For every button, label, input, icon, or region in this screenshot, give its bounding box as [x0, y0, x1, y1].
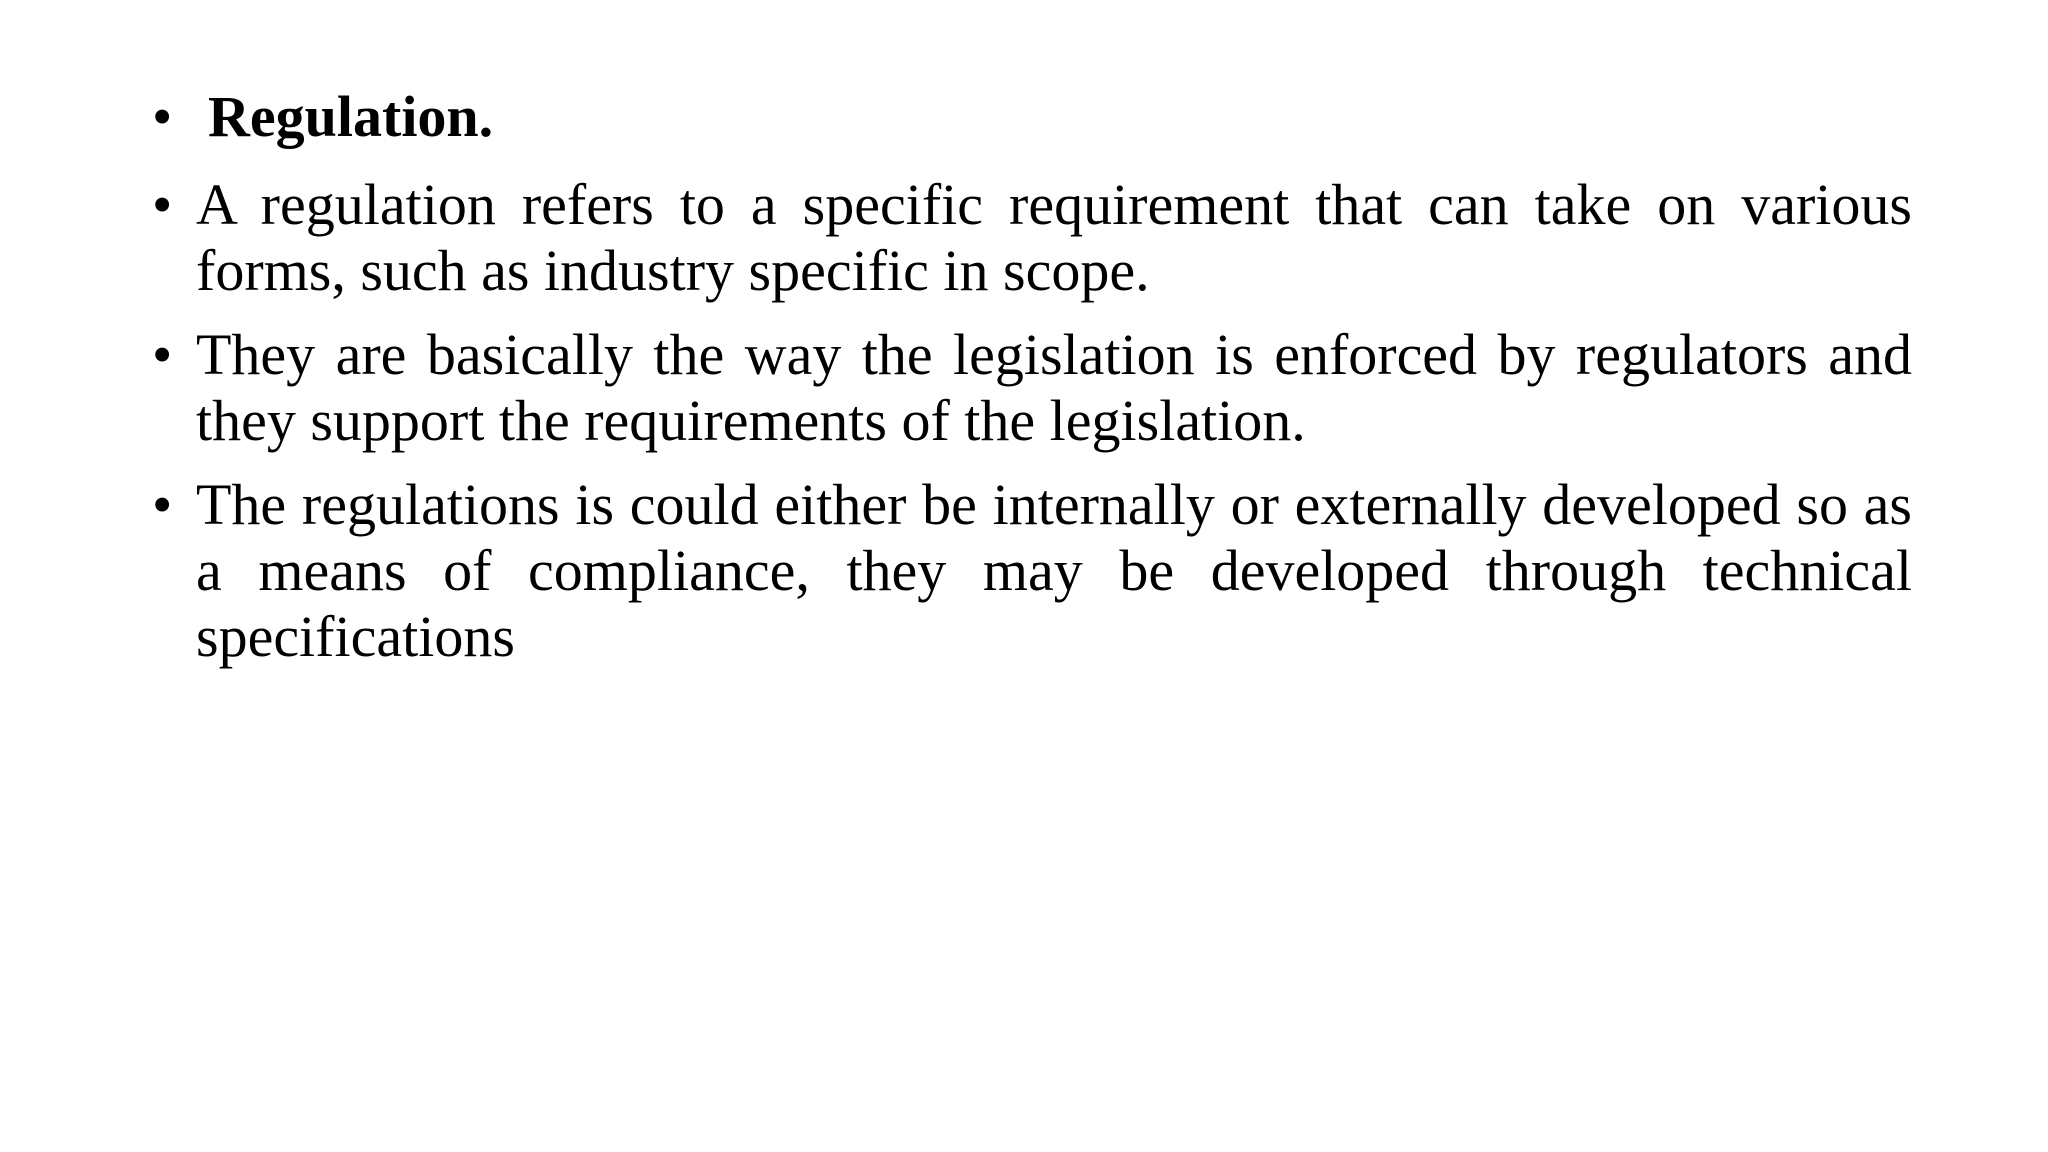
bullet-point-enforcement [152, 322, 1912, 454]
bullet-heading [152, 84, 1912, 150]
bullet-text: The regulations is could either be internally or externally developed so as a means of compliance, they may be developed through technical specifications [196, 472, 1912, 669]
bullet-dot-icon: • [152, 84, 173, 149]
bullet-text: A regulation refers to a specific requirement that can take on various forms, such as industry specific in scope. [196, 172, 1912, 303]
bullet-text: They are basically the way the legislation is enforced by regulators and they support the requirements of the legislation. [196, 322, 1912, 453]
bullet-dot-icon: • [152, 472, 173, 537]
bullet-point-development [152, 472, 1912, 670]
bullet-dot-icon: • [152, 172, 173, 237]
bullet-point-definition [152, 172, 1912, 304]
bullet-dot-icon: • [152, 322, 173, 387]
bullet-list [152, 84, 1912, 688]
slide-heading: Regulation. [208, 84, 494, 149]
